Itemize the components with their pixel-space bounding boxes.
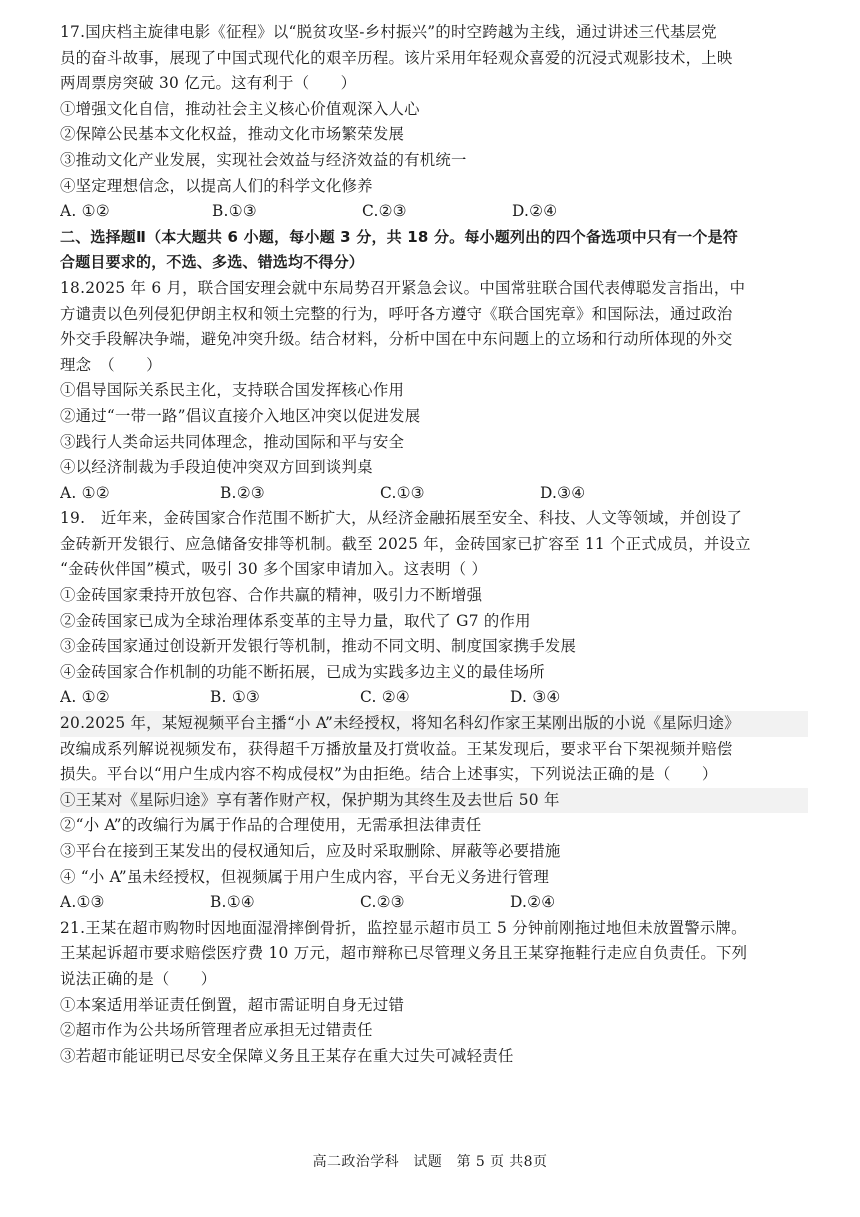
section-2-heading-line-2: 合题目要求的，不选、多选、错选均不得分） (60, 253, 365, 272)
question-19-option-c: C. ②④ (360, 688, 410, 707)
question-20-item-4: ④ “小 A”虽未经授权，但视频属于用户生成内容，平台无义务进行管理 (60, 867, 550, 886)
question-18 (60, 276, 808, 506)
question-20-stem-line-3: 损失。平台以“用户生成内容不构成侵权”为由拒绝。结合上述事实，下列说法正确的是（ ） (60, 765, 718, 784)
section-2-heading (60, 225, 808, 276)
question-18-item-2: ②通过“一带一路”倡议直接介入地区冲突以促进发展 (60, 406, 421, 425)
question-20-stem-line-1: 20.2025 年，某短视频平台主播“小 A”未经授权，将知名科幻作家王某刚出版的小说《星际归途》 (60, 711, 808, 737)
question-21-item-1: ①本案适用举证责任倒置，超市需证明自身无过错 (60, 995, 405, 1014)
question-20-option-c: C.②③ (360, 893, 405, 912)
question-17-item-4: ④坚定理想信念，以提高人们的科学文化修养 (60, 176, 373, 195)
question-20-stem-line-2: 改编成系列解说视频发布，获得超千万播放量及打赏收益。王某发现后，要求平台下架视频并赔偿 (60, 739, 733, 758)
question-18-option-d: D.③④ (540, 483, 586, 502)
question-18-option-a: A. ①② (60, 483, 110, 502)
section-2-heading-line-1: 二、选择题Ⅱ（本大题共 6 小题，每小题 3 分，共 18 分。每小题列出的四个备选项中只有一个是符 (60, 227, 738, 246)
question-19 (60, 506, 808, 711)
question-18-options (60, 481, 808, 507)
question-18-stem-line-4: 理念 （ ） (60, 355, 162, 374)
page-content (60, 20, 808, 1069)
question-21-stem-line-3: 说法正确的是（ ） (60, 969, 217, 988)
question-17-stem-line-1: 17.国庆档主旋律电影《征程》以“脱贫攻坚-乡村振兴”的时空跨越为主线，通过讲述三代基层党 (60, 23, 717, 41)
question-17-option-c: C.②③ (362, 202, 407, 221)
question-17-item-2: ②保障公民基本文化权益，推动文化市场繁荣发展 (60, 125, 405, 144)
question-20-item-1: ①王某对《星际归途》享有著作财产权，保护期为其终生及去世后 50 年 (60, 788, 808, 814)
question-19-stem-line-2: 金砖新开发银行、应急储备安排等机制。截至 2025 年，金砖国家已扩容至 11 个正式成员，并设立 (60, 534, 751, 553)
question-17-options (60, 199, 808, 225)
question-17-option-b: B.①③ (212, 202, 257, 221)
question-18-item-1: ①倡导国际关系民主化，支持联合国发挥核心作用 (60, 381, 405, 400)
question-17-stem-line-3: 两周票房突破 30 亿元。这有利于（ ） (60, 74, 357, 93)
page-footer: 高二政治学科 试题 第 5 页 共8页 (312, 1154, 548, 1170)
question-20-option-d: D.②④ (510, 893, 556, 912)
question-18-stem-line-3: 外交手段解决争端，避免冲突升级。结合材料，分析中国在中东问题上的立场和行动所体现的外交 (60, 330, 733, 349)
question-19-option-a: A. ①② (60, 688, 110, 707)
question-17-stem-line-2: 员的奋斗故事，展现了中国式现代化的艰辛历程。该片采用年轻观众喜爱的沉浸式观影技术，上映 (60, 48, 733, 67)
question-18-stem-line-2: 方谴责以色列侵犯伊朗主权和领土完整的行为，呼吁各方遵守《联合国宪章》和国际法，通过政治 (60, 304, 733, 323)
question-21-item-3: ③若超市能证明已尽安全保障义务且王某存在重大过失可减轻责任 (60, 1046, 514, 1065)
question-20-item-3: ③平台在接到王某发出的侵权通知后，应及时采取删除、屏蔽等必要措施 (60, 842, 561, 860)
question-21-stem-line-2: 王某起诉超市要求赔偿医疗费 10 万元，超市辩称已尽管理义务且王某穿拖鞋行走应自负责任。下列 (60, 944, 748, 963)
question-19-option-d: D. ③④ (510, 688, 561, 707)
question-20 (60, 711, 808, 916)
question-19-item-1: ①金砖国家秉持开放包容、合作共赢的精神，吸引力不断增强 (60, 586, 483, 605)
question-18-item-3: ③践行人类命运共同体理念，推动国际和平与安全 (60, 432, 405, 451)
question-18-stem-line-1: 18.2025 年 6 月，联合国安理会就中东局势召开紧急会议。中国常驻联合国代表傅聪发言指出，中 (60, 278, 746, 297)
question-19-options (60, 685, 808, 711)
question-18-item-4: ④以经济制裁为手段迫使冲突双方回到谈判桌 (60, 458, 373, 477)
question-21-stem-line-1: 21.王某在超市购物时因地面湿滑摔倒骨折，监控显示超市员工 5 分钟前刚拖过地但未放置警示牌。 (60, 918, 747, 937)
question-19-stem-line-1: 19. 近年来，金砖国家合作范围不断扩大，从经济金融拓展至安全、科技、人文等领域，并创设了 (60, 509, 743, 528)
question-17-item-3: ③推动文化产业发展，实现社会效益与经济效益的有机统一 (60, 150, 467, 169)
question-18-option-c: C.①③ (380, 483, 425, 502)
question-21 (60, 916, 808, 1070)
question-17 (60, 20, 808, 225)
question-19-option-b: B. ①③ (210, 688, 260, 707)
question-20-option-a: A.①③ (60, 893, 105, 912)
question-17-item-1: ①增强文化自信，推动社会主义核心价值观深入人心 (60, 99, 420, 118)
question-20-options (60, 890, 808, 916)
question-19-item-4: ④金砖国家合作机制的功能不断拓展，已成为实践多边主义的最佳场所 (60, 662, 545, 681)
question-20-item-2: ②“小 A”的改编行为属于作品的合理使用，无需承担法律责任 (60, 816, 482, 835)
question-19-item-2: ②金砖国家已成为全球治理体系变革的主导力量，取代了 G7 的作用 (60, 611, 531, 630)
question-17-option-d: D.②④ (512, 202, 558, 221)
question-21-item-2: ②超市作为公共场所管理者应承担无过错责任 (60, 1021, 373, 1040)
question-19-item-3: ③金砖国家通过创设新开发银行等机制，推动不同文明、制度国家携手发展 (60, 637, 577, 656)
question-17-option-a: A. ①② (60, 202, 110, 221)
question-20-option-b: B.①④ (210, 893, 255, 912)
question-18-option-b: B.②③ (220, 483, 265, 502)
question-19-stem-line-3: “金砖伙伴国”模式，吸引 30 多个国家申请加入。这表明（ ） (60, 560, 488, 579)
